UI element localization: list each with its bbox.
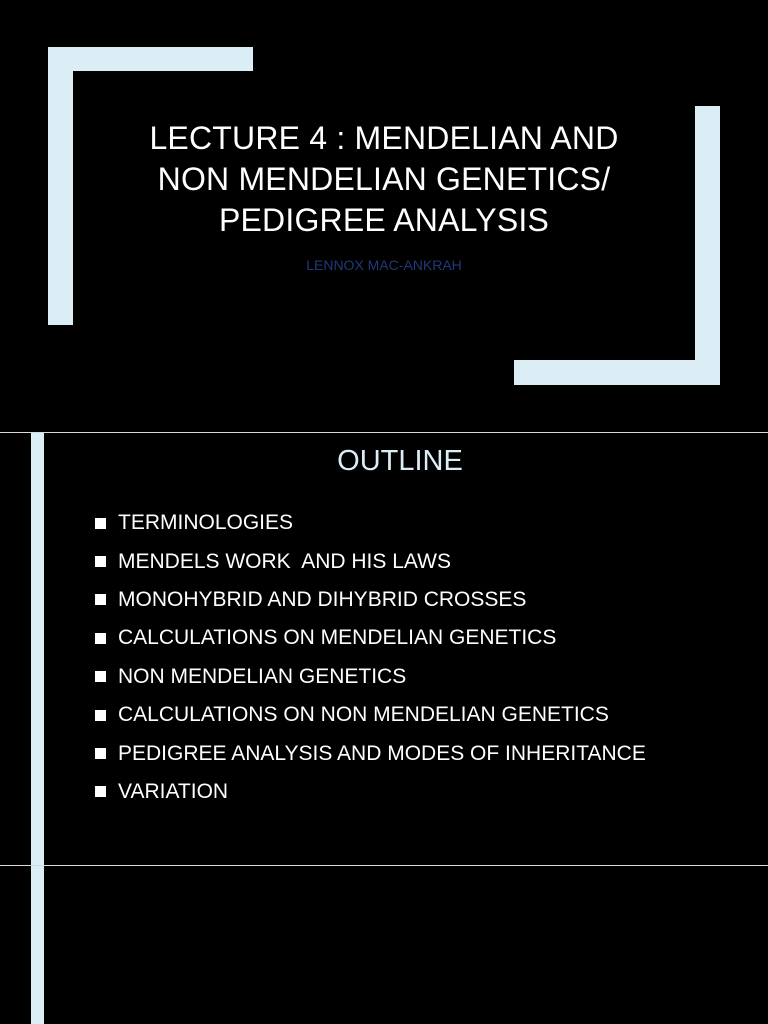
- list-item-text: MENDELS WORK AND HIS LAWS: [118, 549, 451, 573]
- frame-bar-bottom-right-vertical: [695, 106, 720, 385]
- lecture-title: [110, 118, 658, 241]
- outline-slide[interactable]: [0, 433, 768, 865]
- lecture-title-line-1: LECTURE 4 : MENDELIAN AND: [149, 120, 619, 156]
- square-bullet-icon: [95, 633, 106, 644]
- list-item-text: NON MENDELIAN GENETICS: [118, 664, 407, 688]
- list-item: [95, 581, 646, 619]
- list-item: [95, 773, 646, 811]
- list-item-text: CALCULATIONS ON NON MENDELIAN GENETICS: [118, 703, 609, 727]
- list-item-text: PEDIGREE ANALYSIS AND MODES OF INHERITANCE: [118, 741, 646, 765]
- list-item: [95, 734, 646, 772]
- frame-bar-top-left-vertical: [48, 47, 73, 325]
- author-name: LENNOX MAC-ANKRAH: [306, 257, 462, 273]
- list-item: [95, 658, 646, 696]
- list-item-text: CALCULATIONS ON MENDELIAN GENETICS: [118, 626, 557, 650]
- list-item-text: MONOHYBRID AND DIHYBRID CROSSES: [118, 587, 527, 611]
- title-slide[interactable]: [0, 0, 768, 432]
- accent-bar: [31, 866, 44, 1024]
- list-item: [95, 619, 646, 657]
- frame-bar-top-left-horizontal: [48, 47, 253, 71]
- lecture-title-line-2: NON MENDELIAN GENETICS/: [157, 161, 611, 197]
- square-bullet-icon: [95, 518, 106, 529]
- square-bullet-icon: [95, 594, 106, 605]
- list-item: [95, 504, 646, 542]
- list-item: [95, 542, 646, 580]
- outline-title: OUTLINE: [337, 445, 463, 477]
- square-bullet-icon: [95, 748, 106, 759]
- square-bullet-icon: [95, 556, 106, 567]
- lecture-title-line-3: PEDIGREE ANALYSIS: [218, 202, 550, 238]
- accent-bar: [31, 433, 44, 865]
- outline-list: [95, 504, 646, 811]
- next-slide-partial[interactable]: [0, 866, 768, 1024]
- square-bullet-icon: [95, 710, 106, 721]
- list-item-text: TERMINOLOGIES: [118, 511, 294, 535]
- list-item-text: VARIATION: [118, 779, 229, 803]
- square-bullet-icon: [95, 786, 106, 797]
- frame-bar-bottom-right-horizontal: [514, 360, 720, 385]
- list-item: [95, 696, 646, 734]
- square-bullet-icon: [95, 671, 106, 682]
